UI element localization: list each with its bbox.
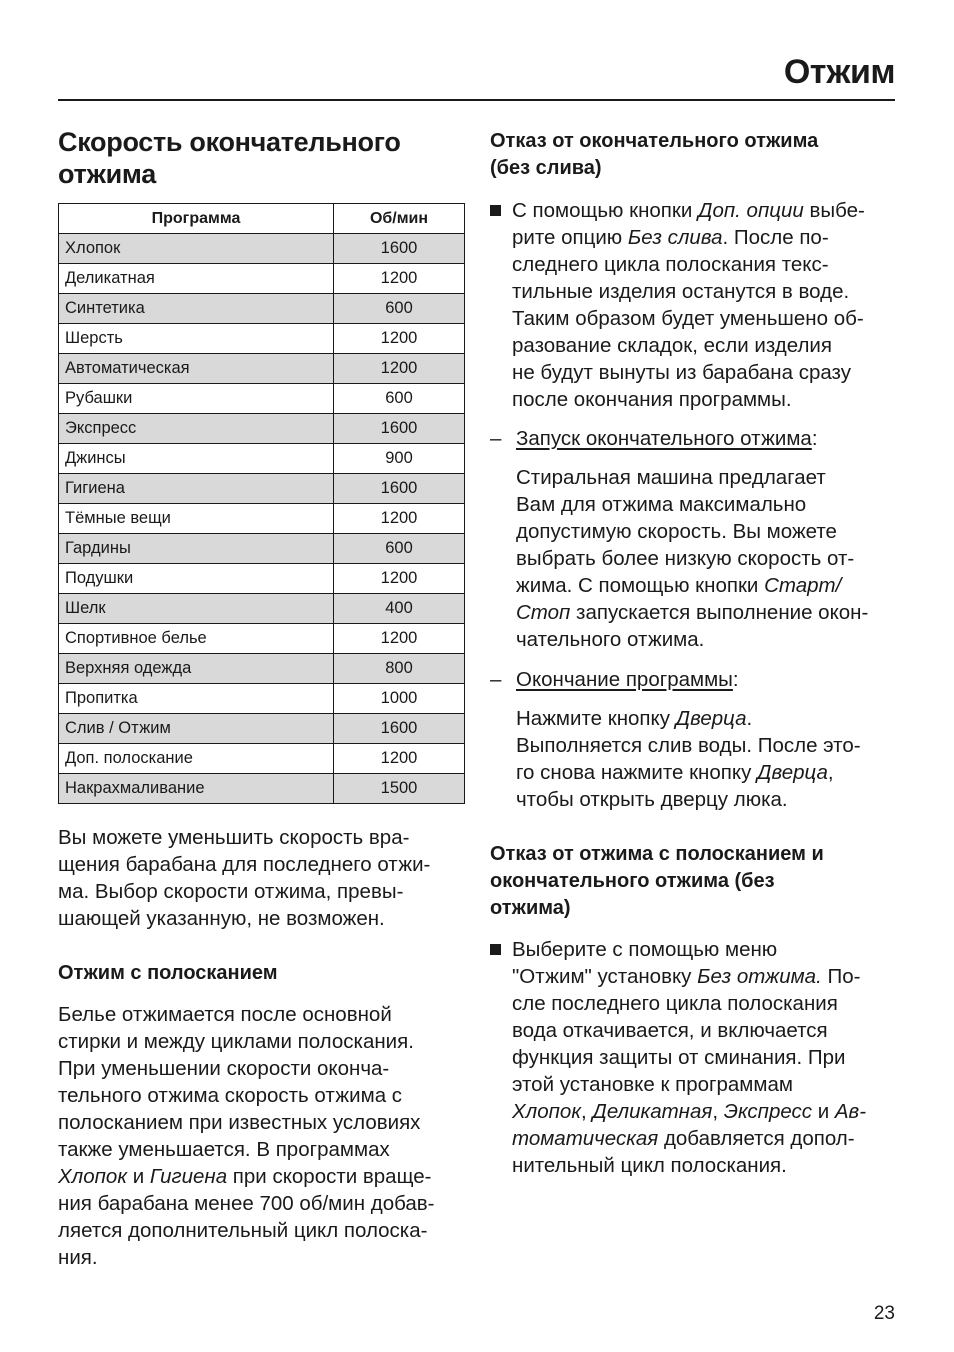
table-row — [59, 654, 465, 684]
text-fragment: Нажмите кнопку — [516, 707, 676, 730]
program-name-automatic: Ав- — [834, 1100, 867, 1123]
text-line: выбрать более низкую скорость от- — [516, 547, 855, 570]
start-final-spin-label: Запуск окончательного отжима — [516, 427, 812, 450]
table-row — [59, 414, 465, 444]
rpm-cell: 1500 — [334, 774, 465, 804]
text-line — [512, 963, 900, 990]
text-fragment: : — [811, 427, 818, 450]
text-line: допустимую скорость. Вы можете — [516, 520, 837, 543]
text-fragment: . — [746, 707, 753, 730]
program-cell: Рубашки — [59, 384, 334, 414]
text-line: после окончания программы. — [512, 388, 792, 411]
text-line: сле последнего цикла полоскания — [512, 992, 838, 1015]
text-line: тельного отжима скорость отжима с — [58, 1084, 403, 1107]
text-line — [516, 599, 900, 626]
text-line — [512, 197, 900, 224]
bullet-square-icon — [490, 944, 501, 955]
heading-line: (без слива) — [490, 157, 602, 179]
text-line — [516, 759, 900, 786]
rpm-cell: 1600 — [334, 414, 465, 444]
rpm-cell: 1200 — [334, 504, 465, 534]
program-cell: Пропитка — [59, 684, 334, 714]
rpm-cell: 600 — [334, 294, 465, 324]
program-name-delicate: Деликатная — [592, 1100, 713, 1123]
program-cell: Подушки — [59, 564, 334, 594]
option-name-no-drain: Без слива — [627, 226, 723, 249]
text-line — [512, 224, 900, 251]
program-cell: Спортивное белье — [59, 624, 334, 654]
rpm-cell: 1600 — [334, 474, 465, 504]
text-line: Выберите с помощью меню — [512, 938, 778, 961]
text-line — [516, 666, 900, 693]
program-cell: Верхняя одежда — [59, 654, 334, 684]
table-row — [59, 324, 465, 354]
table-row — [59, 354, 465, 384]
table-row — [59, 234, 465, 264]
program-cell: Шерсть — [59, 324, 334, 354]
text-fragment: при скорости враще- — [227, 1165, 432, 1188]
text-line — [512, 1098, 900, 1125]
rpm-cell: 1000 — [334, 684, 465, 714]
column-header-rpm: Об/мин — [334, 204, 465, 234]
table-row — [59, 264, 465, 294]
text-line: Вам для отжима максимально — [516, 493, 807, 516]
section-title-final-spin-speed — [58, 126, 468, 190]
page-title: Отжим — [783, 53, 895, 91]
program-cell: Деликатная — [59, 264, 334, 294]
text-line: чательного отжима. — [516, 628, 705, 651]
button-name-start-stop: Старт/ — [764, 574, 842, 597]
rpm-cell: 900 — [334, 444, 465, 474]
table-row — [59, 594, 465, 624]
text-fragment: : — [732, 668, 739, 691]
heading-line: окончательного отжима (без — [490, 870, 775, 892]
end-program-text — [490, 705, 900, 813]
program-name-automatic: томатическая — [512, 1127, 659, 1150]
section-title-line: отжима — [58, 159, 156, 189]
rpm-cell: 600 — [334, 534, 465, 564]
spin-speed-table — [58, 203, 465, 804]
rpm-cell: 1200 — [334, 264, 465, 294]
heading-line: Отказ от отжима с полосканием и — [490, 843, 824, 865]
text-fragment: и — [127, 1165, 150, 1188]
dash-marker: – — [490, 668, 502, 691]
left-column — [58, 120, 468, 1271]
program-cell: Хлопок — [59, 234, 334, 264]
button-name-start-stop: Стоп — [516, 601, 571, 624]
text-line: щения барабана для последнего отжи- — [58, 853, 431, 876]
table-row — [59, 534, 465, 564]
text-line: вода откачивается, и включается — [512, 1019, 828, 1042]
spin-speed-table-wrapper — [58, 203, 468, 804]
text-line: ния барабана менее 700 об/мин добав- — [58, 1192, 435, 1215]
rpm-cell: 800 — [334, 654, 465, 684]
text-fragment: , — [827, 761, 834, 784]
text-fragment: и — [812, 1100, 835, 1123]
table-row — [59, 684, 465, 714]
text-line: этой установке к программам — [512, 1073, 793, 1096]
program-cell: Экспресс — [59, 414, 334, 444]
text-fragment: го снова нажмите кнопку — [516, 761, 758, 784]
text-line: полосканием при известных условиях — [58, 1111, 421, 1134]
program-cell: Слив / Отжим — [59, 714, 334, 744]
end-program-item — [490, 666, 900, 693]
table-row — [59, 714, 465, 744]
start-final-spin-text — [490, 464, 900, 653]
text-line: шающей указанную, не возможен. — [58, 907, 385, 930]
rinse-spin-heading: Отжим с полосканием — [58, 962, 278, 984]
no-spin-bullet — [490, 936, 900, 1179]
setting-name-no-spin: Без отжима. — [697, 965, 822, 988]
program-cell: Гигиена — [59, 474, 334, 504]
text-line — [516, 425, 900, 452]
button-name-extra-options: Доп. опции — [698, 199, 804, 222]
text-line: нительный цикл полоскания. — [512, 1154, 787, 1177]
text-line — [512, 1125, 900, 1152]
header-divider — [58, 99, 895, 101]
text-fragment: рите опцию — [512, 226, 628, 249]
text-fragment: добавляется допол- — [658, 1127, 855, 1150]
text-fragment: , — [712, 1100, 724, 1123]
rpm-cell: 1200 — [334, 324, 465, 354]
program-cell: Синтетика — [59, 294, 334, 324]
text-line: ляется дополнительный цикл полоска- — [58, 1219, 428, 1242]
text-line — [58, 1163, 468, 1190]
bullet-square-icon — [490, 205, 501, 216]
text-fragment: запускается выполнение окон- — [570, 601, 869, 624]
text-line — [516, 572, 900, 599]
rinse-spin-paragraph — [58, 1001, 468, 1271]
end-program-label: Окончание программы — [516, 668, 733, 691]
text-fragment: . После по- — [722, 226, 829, 249]
text-fragment: "Отжим" установку — [512, 965, 698, 988]
heading-line: отжима) — [490, 897, 571, 919]
rpm-cell: 1600 — [334, 234, 465, 264]
start-final-spin-item — [490, 425, 900, 452]
table-row — [59, 444, 465, 474]
rpm-cell: 1200 — [334, 564, 465, 594]
text-fragment: выбе- — [803, 199, 865, 222]
table-row — [59, 624, 465, 654]
text-line: стирки и между циклами полоскания. — [58, 1030, 414, 1053]
table-row — [59, 564, 465, 594]
text-line: ния. — [58, 1246, 98, 1269]
program-name-hygiene: Гигиена — [149, 1165, 228, 1188]
table-row — [59, 294, 465, 324]
text-line: чтобы открыть дверцу люка. — [516, 788, 788, 811]
text-line: также уменьшается. В программах — [58, 1138, 390, 1161]
text-line: ма. Выбор скорости отжима, превы- — [58, 880, 404, 903]
no-spin-heading — [490, 841, 900, 922]
text-line: не будут вынуты из барабана сразу — [512, 361, 851, 384]
rpm-cell: 400 — [334, 594, 465, 624]
rpm-cell: 600 — [334, 384, 465, 414]
table-header-row — [59, 204, 465, 234]
heading-line: Отказ от окончательного отжима — [490, 130, 819, 152]
text-fragment: По- — [821, 965, 861, 988]
reduce-speed-paragraph — [58, 824, 468, 932]
section-title-line: Скорость окончательного — [58, 127, 401, 157]
text-line: Вы можете уменьшить скорость вра- — [58, 826, 410, 849]
rpm-cell: 1200 — [334, 354, 465, 384]
program-name-cotton: Хлопок — [58, 1165, 127, 1188]
text-line: Таким образом будет уменьшено об- — [512, 307, 864, 330]
text-line: Стиральная машина предлагает — [516, 466, 826, 489]
program-cell: Тёмные вещи — [59, 504, 334, 534]
text-fragment: С помощью кнопки — [512, 199, 699, 222]
dash-marker: – — [490, 427, 502, 450]
table-body — [59, 234, 465, 804]
no-drain-bullet — [490, 197, 900, 413]
text-line: разование складок, если изделия — [512, 334, 832, 357]
text-line: функция защиты от сминания. При — [512, 1046, 846, 1069]
text-line: следнего цикла полоскания текс- — [512, 253, 829, 276]
table-row — [59, 774, 465, 804]
table-row — [59, 384, 465, 414]
program-name-cotton: Хлопок — [512, 1100, 581, 1123]
program-cell: Гардины — [59, 534, 334, 564]
rpm-cell: 1600 — [334, 714, 465, 744]
button-name-door: Дверца — [757, 761, 828, 784]
table-row — [59, 504, 465, 534]
no-drain-heading — [490, 128, 900, 182]
column-header-program: Программа — [59, 204, 334, 234]
program-cell: Накрахмаливание — [59, 774, 334, 804]
program-cell: Автоматическая — [59, 354, 334, 384]
text-line: Белье отжимается после основной — [58, 1003, 392, 1026]
text-fragment: жима. С помощью кнопки — [516, 574, 765, 597]
button-name-door: Дверца — [675, 707, 747, 730]
text-fragment: , — [581, 1100, 593, 1123]
program-cell: Джинсы — [59, 444, 334, 474]
table-row — [59, 474, 465, 504]
text-line: При уменьшении скорости оконча- — [58, 1057, 390, 1080]
table-row — [59, 744, 465, 774]
text-line: тильные изделия останутся в воде. — [512, 280, 850, 303]
program-name-express: Экспресс — [723, 1100, 813, 1123]
text-line — [516, 705, 900, 732]
right-column — [490, 128, 900, 1179]
text-line: Выполняется слив воды. После это- — [516, 734, 861, 757]
program-cell: Доп. полоскание — [59, 744, 334, 774]
program-cell: Шелк — [59, 594, 334, 624]
page-number: 23 — [873, 1303, 895, 1324]
rpm-cell: 1200 — [334, 624, 465, 654]
rpm-cell: 1200 — [334, 744, 465, 774]
